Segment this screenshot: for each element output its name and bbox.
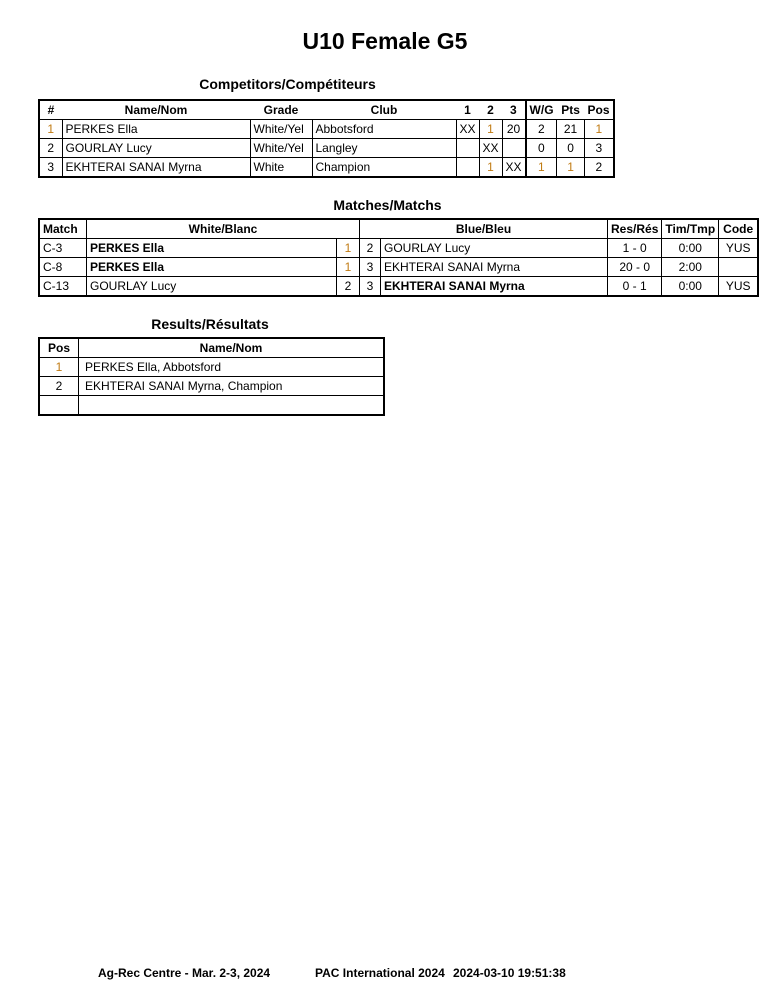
match-id: C-3 bbox=[39, 239, 87, 258]
score-cell: 20 bbox=[502, 120, 526, 139]
score-cell: 1 bbox=[479, 120, 502, 139]
white-number: 2 bbox=[336, 277, 359, 297]
position-cell: 1 bbox=[585, 120, 614, 139]
col-time-header: Tim/Tmp bbox=[662, 219, 719, 239]
match-result: 0 - 1 bbox=[608, 277, 662, 297]
white-competitor: GOURLAY Lucy bbox=[87, 277, 337, 297]
table-row bbox=[39, 377, 384, 396]
match-time: 0:00 bbox=[662, 239, 719, 258]
match-code: YUS bbox=[719, 239, 759, 258]
row-num: 2 bbox=[39, 139, 62, 158]
competitors-title: Competitors/Compétiteurs bbox=[199, 76, 376, 92]
score-cell bbox=[502, 139, 526, 158]
match-id: C-8 bbox=[39, 258, 87, 277]
footer-event: PAC International 2024 bbox=[315, 966, 445, 980]
table-row bbox=[39, 396, 384, 416]
page-title: U10 Female G5 bbox=[302, 28, 468, 54]
col-grade-header: Grade bbox=[263, 103, 299, 117]
col-match-header: Match bbox=[39, 219, 87, 239]
score-cell bbox=[456, 158, 479, 178]
results-title: Results/Résultats bbox=[151, 316, 269, 332]
table-row bbox=[39, 258, 758, 277]
table-row bbox=[39, 158, 614, 178]
blue-competitor: EKHTERAI SANAI Myrna bbox=[381, 277, 608, 297]
match-result: 1 - 0 bbox=[608, 239, 662, 258]
score-cell: XX bbox=[479, 139, 502, 158]
col-code-header: Code bbox=[719, 219, 759, 239]
matches-table bbox=[38, 218, 759, 297]
col-pos-header: Pos bbox=[39, 338, 79, 358]
blue-number: 3 bbox=[360, 258, 381, 277]
footer-venue: Ag-Rec Centre - Mar. 2-3, 2024 bbox=[98, 966, 271, 980]
score-cell: XX bbox=[502, 158, 526, 178]
match-time: 2:00 bbox=[662, 258, 719, 277]
white-competitor: PERKES Ella bbox=[87, 258, 337, 277]
score-cell: 1 bbox=[479, 158, 502, 178]
competitors-table bbox=[38, 99, 615, 178]
result-name bbox=[79, 396, 385, 416]
points-cell: 21 bbox=[557, 120, 585, 139]
col-res-header: Res/Rés bbox=[608, 219, 662, 239]
white-number: 1 bbox=[336, 258, 359, 277]
score-cell bbox=[456, 139, 479, 158]
col-pts-header: Pts bbox=[561, 103, 580, 117]
competitor-name: EKHTERAI SANAI Myrna bbox=[62, 158, 250, 178]
col-name-header: Name/Nom bbox=[124, 103, 188, 117]
col-wg-header: W/G bbox=[526, 100, 557, 120]
competitor-grade: White bbox=[250, 158, 312, 178]
competitor-grade: White/Yel bbox=[250, 139, 312, 158]
table-row bbox=[39, 277, 758, 297]
col-num-header: # bbox=[47, 103, 55, 117]
matches-title: Matches/Matchs bbox=[333, 197, 442, 213]
table-row bbox=[39, 120, 614, 139]
position-cell: 3 bbox=[585, 139, 614, 158]
table-row bbox=[39, 239, 758, 258]
table-header-row bbox=[39, 100, 614, 120]
blue-competitor: GOURLAY Lucy bbox=[381, 239, 608, 258]
white-competitor: PERKES Ella bbox=[87, 239, 337, 258]
col-3-header: 3 bbox=[509, 103, 517, 117]
row-num: 3 bbox=[39, 158, 62, 178]
table-header-row bbox=[39, 338, 384, 358]
blue-competitor: EKHTERAI SANAI Myrna bbox=[381, 258, 608, 277]
competitor-club: Langley bbox=[312, 139, 456, 158]
competitor-club: Champion bbox=[312, 158, 456, 178]
col-1-header: 1 bbox=[464, 103, 471, 117]
match-code bbox=[719, 258, 759, 277]
match-code: YUS bbox=[719, 277, 759, 297]
position-cell: 2 bbox=[585, 158, 614, 178]
blue-number: 3 bbox=[360, 277, 381, 297]
blue-number: 2 bbox=[360, 239, 381, 258]
result-position bbox=[39, 396, 79, 416]
table-header-row bbox=[39, 219, 758, 239]
match-time: 0:00 bbox=[662, 277, 719, 297]
col-white-header: White/Blanc bbox=[87, 219, 360, 239]
col-pos-header: Pos bbox=[587, 103, 610, 117]
match-result: 20 - 0 bbox=[608, 258, 662, 277]
competitor-grade: White/Yel bbox=[250, 120, 312, 139]
competitor-club: Abbotsford bbox=[312, 120, 456, 139]
col-blue-header: Blue/Bleu bbox=[360, 219, 608, 239]
score-cell: XX bbox=[456, 120, 479, 139]
col-2-header: 2 bbox=[487, 103, 494, 117]
table-row bbox=[39, 358, 384, 377]
wins-cell: 0 bbox=[526, 139, 557, 158]
wins-cell: 1 bbox=[526, 158, 557, 178]
result-position: 1 bbox=[39, 358, 79, 377]
col-name-header: Name/Nom bbox=[79, 338, 385, 358]
footer-timestamp: 2024-03-10 19:51:38 bbox=[453, 966, 566, 980]
table-row bbox=[39, 139, 614, 158]
results-table bbox=[38, 337, 385, 416]
result-name: PERKES Ella, Abbotsford bbox=[79, 358, 385, 377]
wins-cell: 2 bbox=[526, 120, 557, 139]
competitor-name: PERKES Ella bbox=[62, 120, 250, 139]
result-position: 2 bbox=[39, 377, 79, 396]
points-cell: 1 bbox=[557, 158, 585, 178]
result-name: EKHTERAI SANAI Myrna, Champion bbox=[79, 377, 385, 396]
row-num: 1 bbox=[39, 120, 62, 139]
col-club-header: Club bbox=[370, 103, 398, 117]
white-number: 1 bbox=[336, 239, 359, 258]
points-cell: 0 bbox=[557, 139, 585, 158]
competitor-name: GOURLAY Lucy bbox=[62, 139, 250, 158]
match-id: C-13 bbox=[39, 277, 87, 297]
